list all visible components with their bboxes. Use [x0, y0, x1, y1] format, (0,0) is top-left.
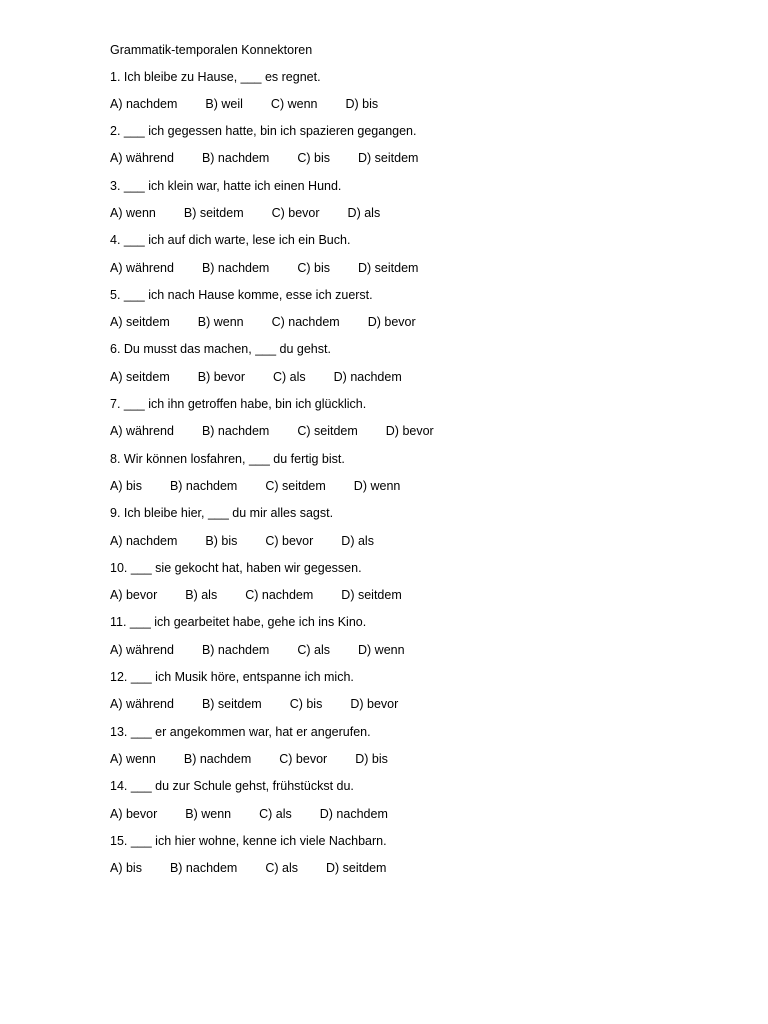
question-text: 5. ___ ich nach Hause komme, esse ich zuerst. [110, 287, 373, 302]
answer-options [110, 313, 730, 331]
answer-options [110, 204, 730, 222]
answer-option: D) als [341, 533, 374, 548]
answer-option: B) weil [205, 96, 243, 111]
question-text: 7. ___ ich ihn getroffen habe, bin ich glücklich. [110, 397, 367, 412]
question-text: 9. Ich bleibe hier, ___ du mir alles sagst. [110, 506, 334, 521]
answer-options [110, 586, 730, 604]
answer-option: C) als [259, 806, 292, 821]
answer-options [110, 95, 730, 113]
question-text: 14. ___ du zur Schule gehst, frühstückst du. [110, 779, 354, 794]
question-text: 3. ___ ich klein war, hatte ich einen Hund. [110, 178, 342, 193]
answer-option: C) nachdem [245, 588, 314, 603]
answer-option: A) bevor [110, 588, 158, 603]
answer-option: A) nachdem [110, 96, 178, 111]
answer-options [110, 805, 730, 823]
answer-options [110, 695, 730, 713]
answer-option: D) nachdem [319, 806, 388, 821]
answer-option: C) bis [297, 260, 330, 275]
answer-option: B) seitdem [201, 697, 262, 712]
answer-option: C) bis [289, 697, 323, 712]
answer-option: C) seitdem [265, 478, 326, 493]
answer-option: C) nachdem [271, 315, 340, 330]
answer-option: C) bis [297, 151, 330, 166]
answer-option: B) nachdem [201, 260, 270, 275]
answer-option: A) bis [110, 861, 142, 876]
question-list [110, 68, 730, 878]
answer-options [110, 149, 730, 167]
answer-option: B) nachdem [201, 642, 270, 657]
answer-option: A) während [110, 642, 174, 657]
answer-option: D) seitdem [326, 861, 387, 876]
answer-options [110, 859, 730, 877]
question-text: 2. ___ ich gegessen hatte, bin ich spazieren gegangen. [110, 124, 417, 139]
answer-option: A) während [110, 424, 174, 439]
question-text: 11. ___ ich gearbeitet habe, gehe ich ins Kino. [110, 615, 367, 630]
answer-option: B) bis [205, 533, 238, 548]
answer-option: D) seitdem [358, 151, 419, 166]
question-text: 12. ___ ich Musik höre, entspanne ich mich. [110, 670, 354, 685]
document-page [110, 41, 730, 886]
answer-option: D) bis [345, 96, 379, 111]
answer-option: B) wenn [185, 806, 232, 821]
answer-option: A) wenn [110, 205, 156, 220]
answer-options [110, 422, 730, 440]
answer-option: D) bevor [350, 697, 399, 712]
answer-options [110, 477, 730, 495]
answer-option: C) wenn [270, 96, 318, 111]
document-title: Grammatik-temporalen Konnektoren [110, 43, 313, 57]
question-text: 8. Wir können losfahren, ___ du fertig bist. [110, 451, 345, 466]
answer-option: B) nachdem [169, 861, 238, 876]
answer-options [110, 368, 730, 386]
answer-option: C) bevor [279, 751, 328, 766]
answer-option: A) während [110, 260, 174, 275]
answer-option: B) bevor [197, 369, 245, 384]
answer-option: C) bevor [265, 533, 314, 548]
answer-option: A) seitdem [110, 315, 170, 330]
answer-option: A) bevor [110, 806, 158, 821]
answer-option: A) nachdem [110, 533, 178, 548]
answer-option: D) seitdem [358, 260, 419, 275]
answer-option: C) als [297, 642, 330, 657]
answer-options [110, 641, 730, 659]
answer-option: D) bevor [385, 424, 434, 439]
answer-option: C) als [273, 369, 306, 384]
answer-option: B) nachdem [183, 751, 252, 766]
question-text: 13. ___ er angekommen war, hat er angerufen. [110, 724, 371, 739]
answer-option: B) wenn [197, 315, 244, 330]
answer-option: B) nachdem [169, 478, 238, 493]
answer-option: D) nachdem [333, 369, 402, 384]
answer-options [110, 259, 730, 277]
answer-option: D) bis [355, 751, 388, 766]
answer-option: A) während [110, 151, 174, 166]
answer-option: D) wenn [358, 642, 405, 657]
answer-option: C) seitdem [297, 424, 358, 439]
question-text: 6. Du musst das machen, ___ du gehst. [110, 342, 331, 357]
answer-option: B) nachdem [201, 424, 270, 439]
answer-option: C) bevor [271, 205, 320, 220]
question-text: 1. Ich bleibe zu Hause, ___ es regnet. [110, 69, 321, 84]
answer-option: A) wenn [110, 751, 156, 766]
answer-option: D) als [347, 205, 381, 220]
answer-option: B) seitdem [183, 205, 244, 220]
question-text: 4. ___ ich auf dich warte, lese ich ein Buch. [110, 233, 351, 248]
answer-options [110, 532, 730, 550]
answer-option: D) bevor [367, 315, 416, 330]
answer-option: A) bis [110, 478, 142, 493]
answer-option: D) wenn [353, 478, 401, 493]
question-text: 10. ___ sie gekocht hat, haben wir gegessen. [110, 560, 362, 575]
question-text: 15. ___ ich hier wohne, kenne ich viele Nachbarn. [110, 833, 387, 848]
answer-option: D) seitdem [341, 588, 402, 603]
answer-option: A) seitdem [110, 369, 170, 384]
answer-option: A) während [110, 697, 174, 712]
answer-options [110, 750, 730, 768]
answer-option: C) als [265, 861, 299, 876]
answer-option: B) als [185, 588, 218, 603]
answer-option: B) nachdem [201, 151, 270, 166]
